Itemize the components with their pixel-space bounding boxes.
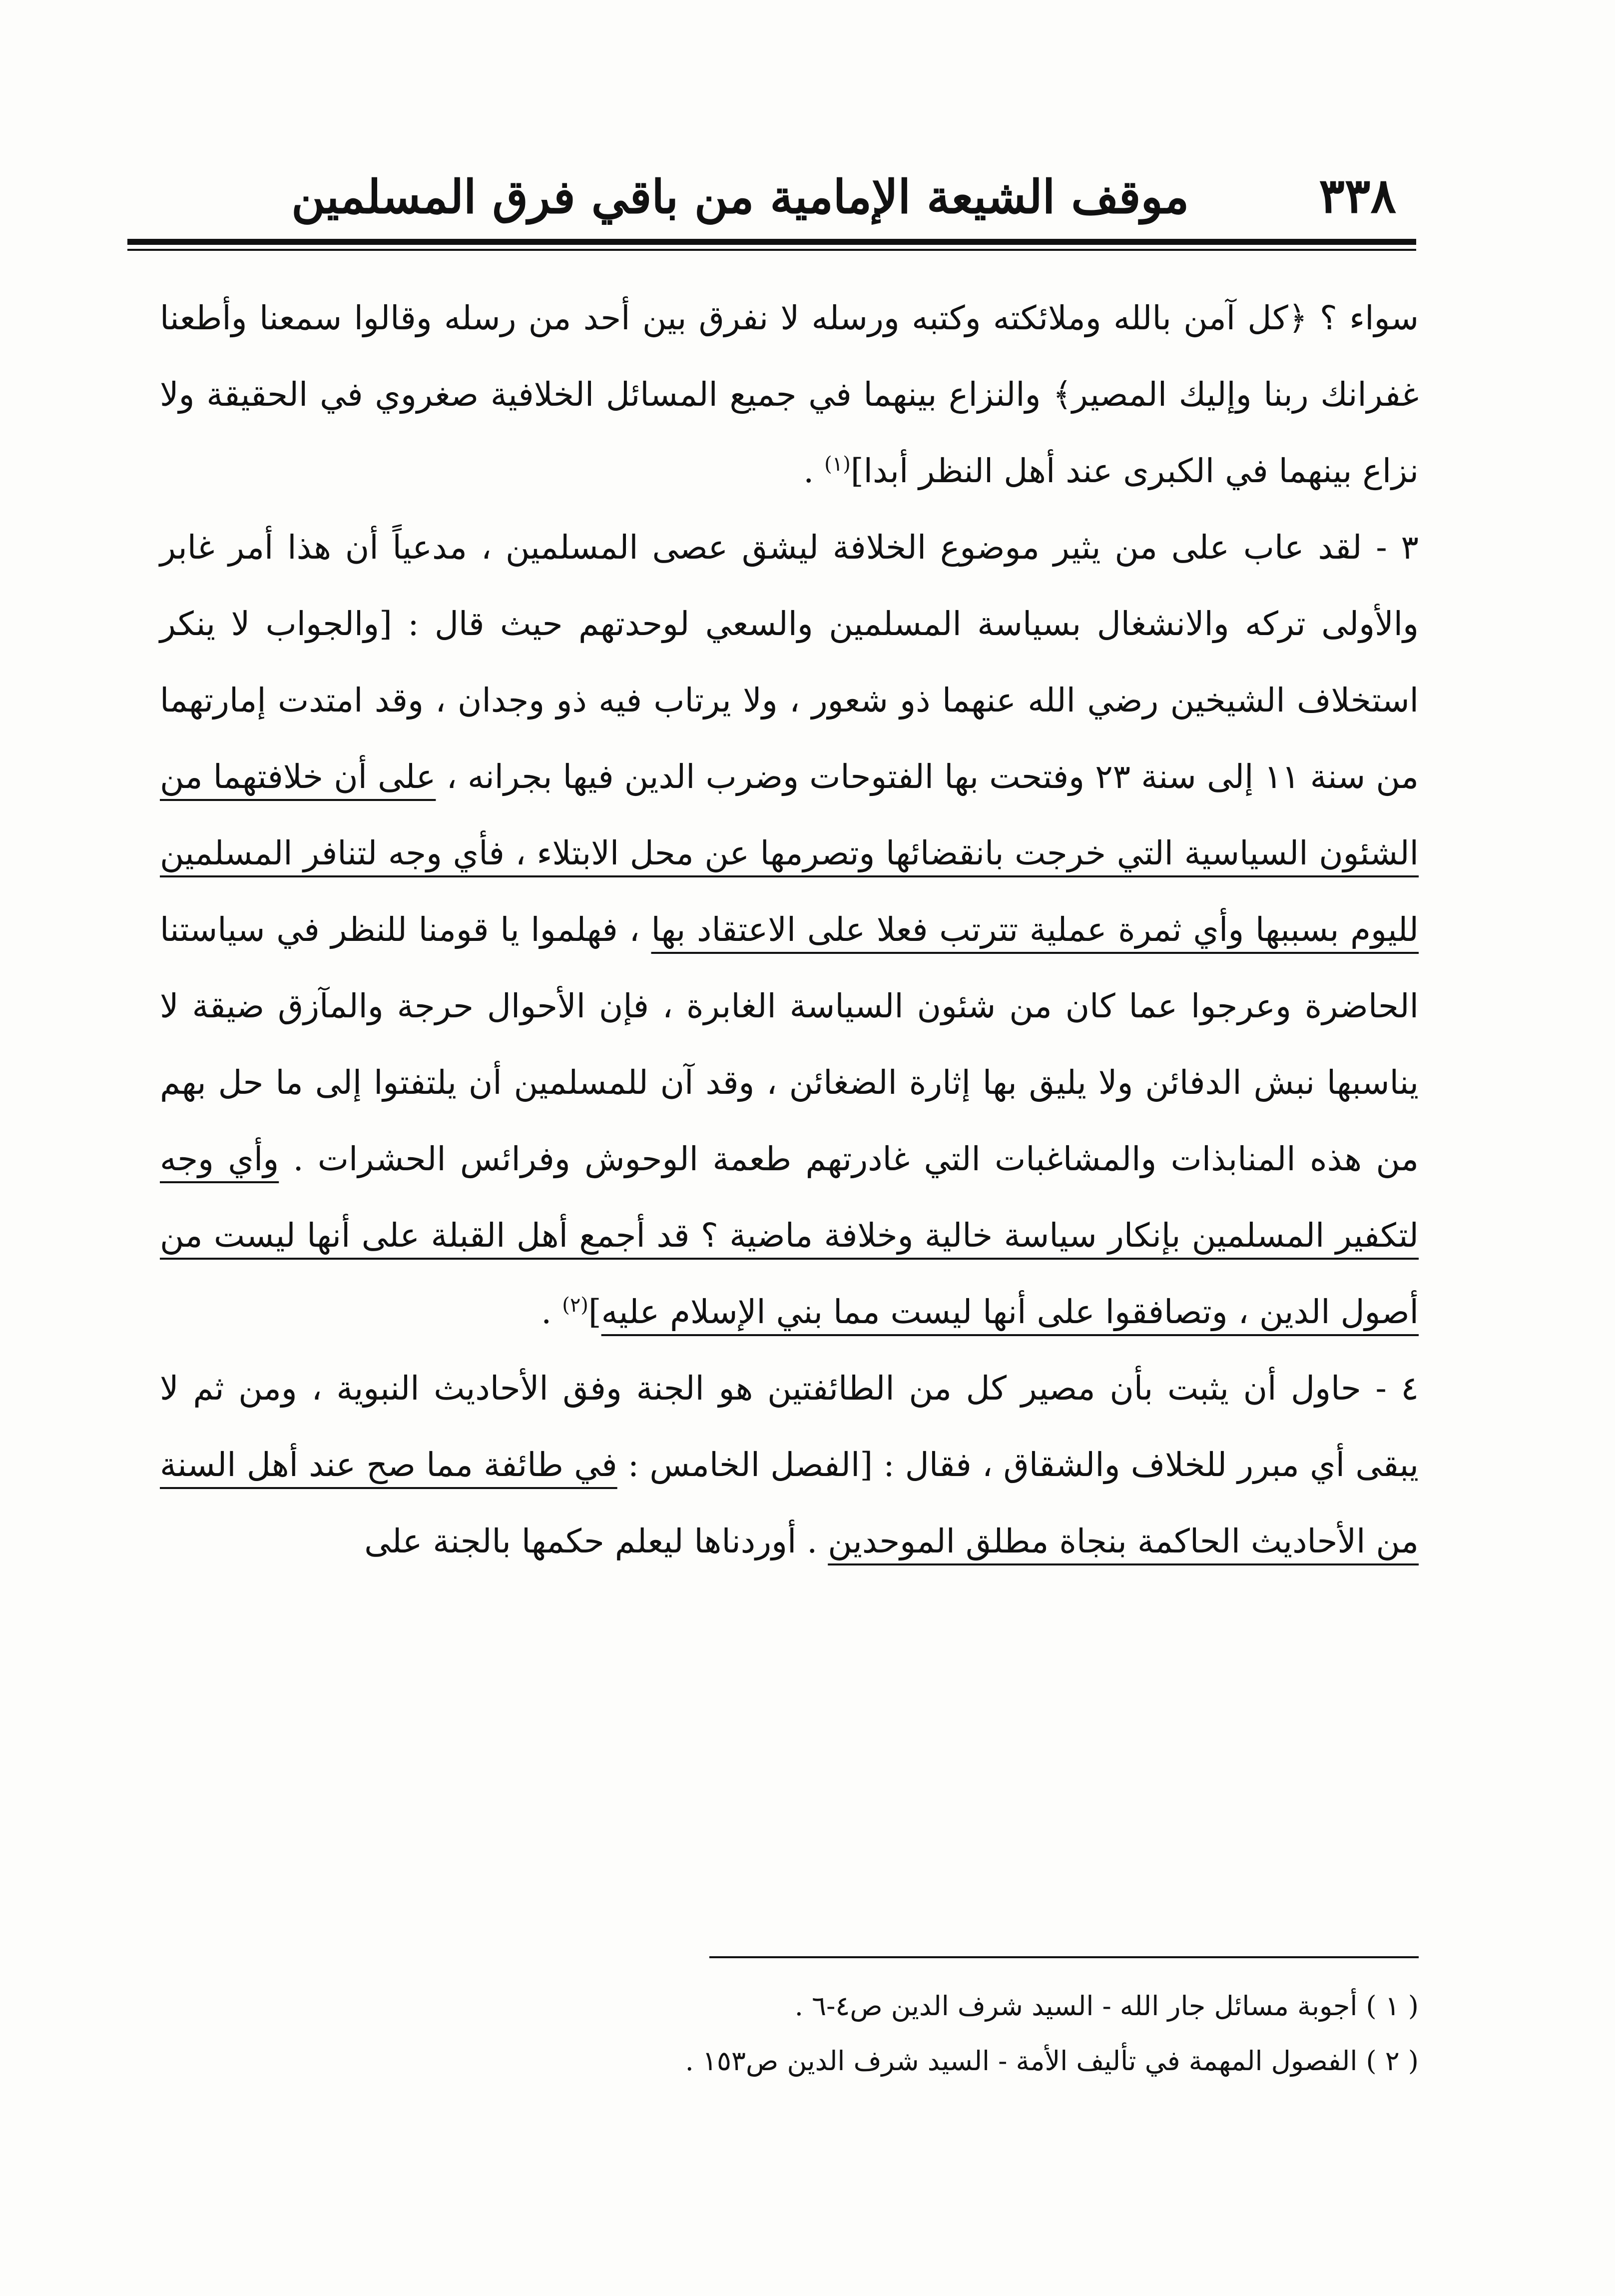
paragraph-1-text: سواء ؟ ﴿كل آمن بالله وملائكته وكتبه ورسله لا نفرق بين أحد من رسله وقالوا سمعنا وأطعنا غفرانك ربنا وإليك المصير﴾ والنزاع بينهما في جميع المسائل الخلافية صغروي في الحقيقة ولا نزاع بينهما في الكبرى عند أهل النظر أبدا] <box>160 299 1419 490</box>
footnote-2: ( ٢ ) الفصول المهمة في تأليف الأمة - السيد شرف الدين ص١٥٣ . <box>685 2045 1419 2077</box>
paragraph-2-close: ] <box>588 1293 601 1331</box>
paragraph-2 <box>160 509 1419 1350</box>
footnote-ref-1: (١) <box>824 453 851 476</box>
page-header <box>127 125 1416 224</box>
running-title: موقف الشيعة الإمامية من باقي فرق المسلمين <box>291 170 1189 224</box>
paragraph-2-middle: ، فهلموا يا قومنا للنظر في سياستنا الحاضرة وعرجوا عما كان من شئون السياسة الغابرة ، فإن الأحوال حرجة والمآزق ضيقة لا يناسبها نبش الدفائن ولا يليق بها إثارة الضغائن ، وقد آن للمسلمين أن يلتفتوا إلى ما حل بهم من هذه المنابذات والمشاغبات التي غادرتهم طعمة الوحوش وفرائس الحشرات . <box>160 910 1419 1178</box>
paragraph-3-text: ٤ - حاول أن يثبت بأن مصير كل من الطائفتين هو الجنة وفق الأحاديث النبوية ، ومن ثم لا يبقى أي مبرر للخلاف والشقاق ، فقال : [الفصل الخامس : <box>160 1369 1419 1484</box>
footnote-separator <box>709 1956 1419 1958</box>
paragraph-3 <box>160 1350 1419 1579</box>
header-rule-thin <box>127 249 1416 251</box>
paragraph-1 <box>160 280 1419 509</box>
page-number: ٣٣٨ <box>1319 167 1396 224</box>
underlined-passage-1: على أن خلافتهما من الشئون السياسية التي خرجت بانقضائها وتصرمها عن محل الابتلاء ، فأي وجه لتنافر المسلمين لليوم بسببها وأي ثمرة عملية تترتب فعلا على الاعتقاد بها <box>160 758 1419 949</box>
paragraph-2-end: . <box>541 1293 562 1331</box>
paragraph-3-end: . أوردناها ليعلم حكمها بالجنة على <box>364 1522 828 1560</box>
footnote-ref-2: (٢) <box>562 1294 588 1317</box>
paragraph-1-end: . <box>803 452 825 490</box>
footnotes <box>160 1979 1419 2089</box>
paragraph-2-text: ٣ - لقد عاب على من يثير موضوع الخلافة ليشق عصى المسلمين ، مدعياً أن هذا أمر غابر والأولى تركه والانشغال بسياسة المسلمين والسعي لوحدتهم حيث قال : [والجواب لا ينكر استخلاف الشيخين رضي الله عنهما ذو شعور ، ولا يرتاب فيه ذو وجدان ، وقد امتدت إمارتهما من سنة ١١ إلى سنة ٢٣ وفتحت بها الفتوحات وضرب الدين فيها بجرانه ، <box>160 528 1419 796</box>
header-rule-thick <box>127 239 1416 245</box>
main-text <box>160 280 1419 1579</box>
underlined-passage-3: في طائفة مما صح عند أهل السنة من الأحاديث الحاكمة بنجاة مطلق الموحدين <box>160 1446 1419 1560</box>
footnote-1: ( ١ ) أجوبة مسائل جار الله - السيد شرف الدين ص٤-٦ . <box>794 1990 1419 2022</box>
underlined-passage-2: وأي وجه لتكفير المسلمين بإنكار سياسة خالية وخلافة ماضية ؟ قد أجمع أهل القبلة على أنها ليست من أصول الدين ، وتصافقوا على أنها ليست مما بني الإسلام عليه <box>160 1140 1419 1331</box>
